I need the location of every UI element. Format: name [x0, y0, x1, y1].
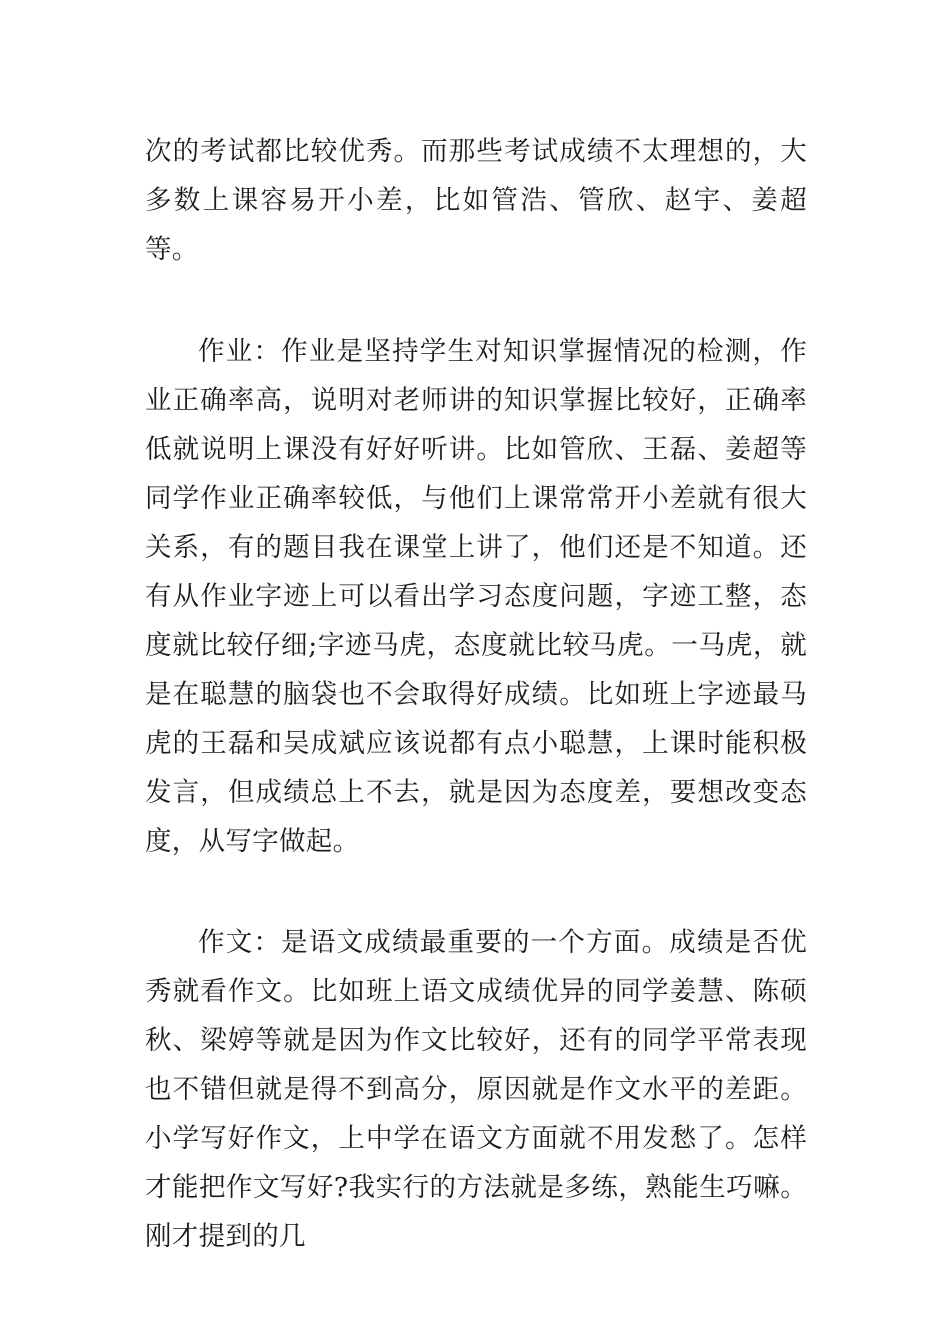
paragraph-homework: 作业：作业是坚持学生对知识掌握情况的检测，作业正确率高，说明对老师讲的知识掌握比较好，正确率低就说明上课没有好好听讲。比如管欣、王磊、姜超等同学作业正确率较低，与他们上课常常开小差就有很大关系，有的题目我在课堂上讲了，他们还是不知道。还有从作业字迹上可以看出学习态度问题，字迹工整，态度就比较仔细;字迹马虎，态度就比较马虎。一马虎，就是在聪慧的脑袋也不会取得好成绩。比如班上字迹最马虎的王磊和吴成斌应该说都有点小聪慧，上课时能积极发言，但成绩总上不去，就是因为态度差，要想改变态度，从写字做起。 — [145, 336, 807, 857]
paragraph-exam-results: 次的考试都比较优秀。而那些考试成绩不太理想的，大多数上课容易开小差，比如管浩、管欣、赵宇、姜超等。 — [145, 136, 807, 265]
paragraph-composition: 作文：是语文成绩最重要的一个方面。成绩是否优秀就看作文。比如班上语文成绩优异的同学姜慧、陈硕秋、梁婷等就是因为作文比较好，还有的同学平常表现也不错但就是得不到高分，原因就是作文水平的差距。小学写好作文，上中学在语文方面就不用发愁了。怎样才能把作文写好?我实行的方法就是多练，熟能生巧嘛。刚才提到的几 — [145, 927, 807, 1252]
